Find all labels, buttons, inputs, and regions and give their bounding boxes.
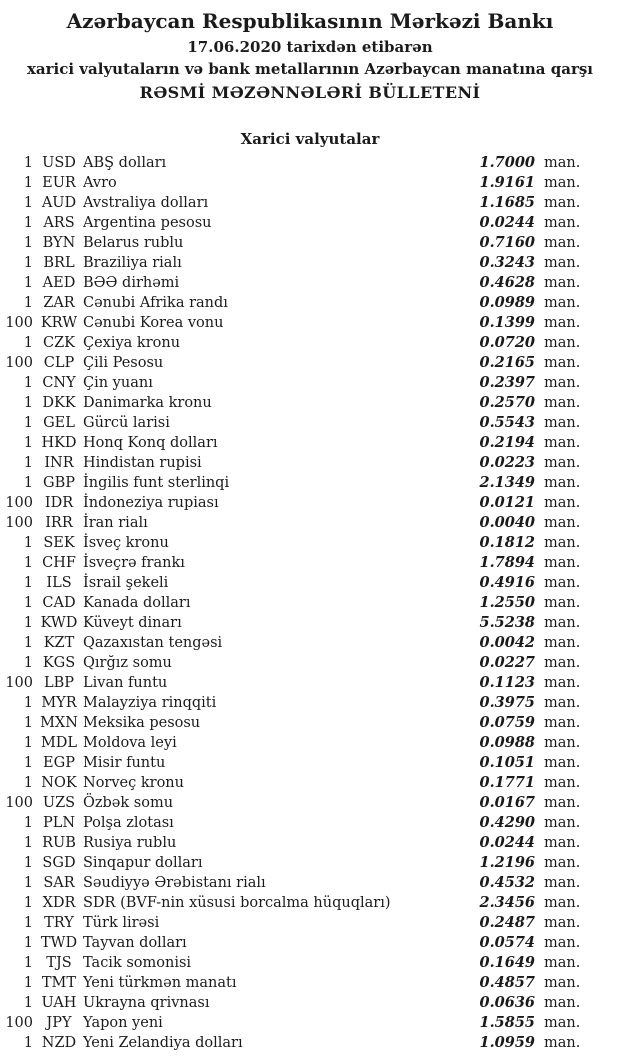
currency-code: USD — [42, 155, 76, 171]
rate-quantity: 1 — [23, 755, 33, 771]
rate-row — [0, 233, 620, 253]
rate-value: 0.4628 — [479, 274, 535, 291]
rate-quantity: 100 — [5, 515, 33, 531]
currency-code: TRY — [44, 915, 74, 931]
rate-quantity: 1 — [23, 595, 33, 611]
currency-name: Qırğız somu — [83, 655, 172, 671]
unit-label: man. — [544, 275, 581, 291]
rate-value: 0.1771 — [479, 774, 535, 791]
rate-value: 0.4857 — [479, 974, 535, 991]
currency-name: Rusiya rublu — [83, 835, 177, 851]
rate-quantity: 1 — [23, 935, 33, 951]
rate-quantity: 1 — [23, 275, 33, 291]
rate-quantity: 1 — [23, 835, 33, 851]
rate-row — [0, 253, 620, 273]
rate-quantity: 1 — [23, 695, 33, 711]
currency-name: Kanada dolları — [83, 595, 191, 611]
currency-code: MDL — [40, 735, 78, 751]
currency-code: ZAR — [43, 295, 75, 311]
rate-value: 0.4290 — [479, 814, 535, 831]
rate-value: 1.2196 — [479, 854, 535, 871]
rate-row — [0, 993, 620, 1013]
currency-code: TWD — [40, 935, 78, 951]
rate-value: 2.1349 — [479, 474, 535, 491]
rate-row — [0, 413, 620, 433]
currency-name: SDR (BVF-nin xüsusi borcalma hüquqları) — [83, 895, 391, 911]
rate-value: 0.2570 — [479, 394, 535, 411]
unit-label: man. — [544, 775, 581, 791]
currency-code: MYR — [41, 695, 77, 711]
rate-quantity: 1 — [23, 715, 33, 731]
currency-code: INR — [44, 455, 74, 471]
rate-quantity: 1 — [23, 235, 33, 251]
rate-row — [0, 473, 620, 493]
rate-value: 0.3975 — [479, 694, 535, 711]
currency-code: PLN — [42, 815, 76, 831]
currency-name: Avro — [83, 175, 117, 191]
currency-name: Honq Konq dolları — [83, 435, 218, 451]
rate-value: 1.7894 — [479, 554, 535, 571]
currency-code: SEK — [43, 535, 75, 551]
rate-value: 5.5238 — [479, 614, 535, 631]
rate-row — [0, 373, 620, 393]
rate-row — [0, 433, 620, 453]
currency-name: Çexiya kronu — [83, 335, 181, 351]
unit-label: man. — [544, 575, 581, 591]
rate-quantity: 1 — [23, 975, 33, 991]
currency-code: KZT — [43, 635, 75, 651]
currency-name: Avstraliya dolları — [83, 195, 209, 211]
rate-value: 0.0244 — [479, 214, 535, 231]
currency-code: IRR — [45, 515, 73, 531]
rate-quantity: 1 — [23, 175, 33, 191]
rate-row — [0, 693, 620, 713]
currency-name: Argentina pesosu — [83, 215, 212, 231]
unit-label: man. — [544, 235, 581, 251]
rate-value: 0.1812 — [479, 534, 535, 551]
rate-row — [0, 1033, 620, 1053]
currency-code: UAH — [41, 995, 77, 1011]
section-title-foreign-currencies: Xarici valyutalar — [240, 130, 380, 148]
currency-name: Moldova leyi — [83, 735, 177, 751]
currency-code: GBP — [43, 475, 75, 491]
currency-code: RUB — [42, 835, 76, 851]
currency-name: Malayziya rinqqiti — [83, 695, 217, 711]
rate-row — [0, 633, 620, 653]
rate-value: 0.2194 — [479, 434, 535, 451]
rate-row — [0, 533, 620, 553]
rate-quantity: 1 — [23, 255, 33, 271]
rate-quantity: 1 — [23, 155, 33, 171]
rate-row — [0, 913, 620, 933]
unit-label: man. — [544, 615, 581, 631]
rate-value: 0.1123 — [479, 674, 535, 691]
rate-quantity: 1 — [23, 615, 33, 631]
rate-quantity: 1 — [23, 775, 33, 791]
rate-value: 1.7000 — [479, 154, 535, 171]
currency-code: HKD — [41, 435, 77, 451]
currency-code: NZD — [41, 1035, 77, 1051]
rate-quantity: 1 — [23, 575, 33, 591]
document-header — [0, 8, 620, 103]
effective-date-line: 17.06.2020 tarixdən etibarən — [187, 38, 433, 56]
currency-name: Cənubi Korea vonu — [83, 315, 224, 331]
currency-name: Gürcü larisi — [83, 415, 170, 431]
rate-row — [0, 273, 620, 293]
currency-name: Yeni Zelandiya dolları — [83, 1035, 243, 1051]
rate-quantity: 1 — [23, 555, 33, 571]
rates-table — [0, 153, 620, 1053]
unit-label: man. — [544, 915, 581, 931]
unit-label: man. — [544, 415, 581, 431]
currency-code: GEL — [43, 415, 75, 431]
currency-code: IDR — [44, 495, 74, 511]
unit-label: man. — [544, 215, 581, 231]
rate-row — [0, 753, 620, 773]
unit-label: man. — [544, 255, 581, 271]
unit-label: man. — [544, 855, 581, 871]
currency-code: KGS — [42, 655, 76, 671]
rate-quantity: 100 — [5, 495, 33, 511]
rate-row — [0, 293, 620, 313]
currency-name: Səudiyyə Ərəbistanı rialı — [83, 875, 266, 891]
rate-row — [0, 213, 620, 233]
rate-quantity: 100 — [5, 1015, 33, 1031]
rate-value: 0.1649 — [479, 954, 535, 971]
rate-quantity: 1 — [23, 655, 33, 671]
currency-code: CAD — [42, 595, 76, 611]
currency-code: CZK — [42, 335, 75, 351]
rate-value: 1.1685 — [479, 194, 535, 211]
unit-label: man. — [544, 455, 581, 471]
rate-value: 0.0040 — [479, 514, 535, 531]
currency-code: XDR — [42, 895, 76, 911]
rate-row — [0, 493, 620, 513]
rate-row — [0, 673, 620, 693]
rate-value: 0.0989 — [479, 294, 535, 311]
currency-code: SAR — [43, 875, 75, 891]
unit-label: man. — [544, 535, 581, 551]
rate-row — [0, 153, 620, 173]
bulletin-title: RƏSMİ MƏZƏNNƏLƏRİ BÜLLETENİ — [139, 83, 481, 102]
currency-name: Braziliya rialı — [83, 255, 182, 271]
unit-label: man. — [544, 375, 581, 391]
rate-row — [0, 733, 620, 753]
bank-title: Azərbaycan Respublikasının Mərkəzi Bankı — [66, 9, 554, 33]
unit-label: man. — [544, 995, 581, 1011]
unit-label: man. — [544, 755, 581, 771]
rate-row — [0, 193, 620, 213]
rate-quantity: 1 — [23, 435, 33, 451]
unit-label: man. — [544, 335, 581, 351]
rate-quantity: 1 — [23, 1035, 33, 1051]
unit-label: man. — [544, 355, 581, 371]
currency-code: KRW — [40, 315, 78, 331]
rate-quantity: 1 — [23, 895, 33, 911]
currency-code: NOK — [41, 775, 77, 791]
rate-quantity: 1 — [23, 955, 33, 971]
currency-name: Türk lirəsi — [83, 915, 160, 931]
unit-label: man. — [544, 495, 581, 511]
rate-row — [0, 893, 620, 913]
unit-label: man. — [544, 315, 581, 331]
currency-name: Cənubi Afrika randı — [83, 295, 228, 311]
rate-value: 0.5543 — [479, 414, 535, 431]
currency-code: MXN — [40, 715, 78, 731]
rate-row — [0, 713, 620, 733]
rate-row — [0, 393, 620, 413]
currency-code: ARS — [43, 215, 75, 231]
unit-label: man. — [544, 795, 581, 811]
currency-code: ILS — [46, 575, 72, 591]
unit-label: man. — [544, 475, 581, 491]
currency-name: Yeni türkmən manatı — [83, 975, 237, 991]
unit-label: man. — [544, 1015, 581, 1031]
currency-name: Özbək somu — [83, 795, 174, 811]
rate-quantity: 1 — [23, 995, 33, 1011]
unit-label: man. — [544, 595, 581, 611]
currency-name: Danimarka kronu — [83, 395, 212, 411]
rate-quantity: 1 — [23, 415, 33, 431]
rate-row — [0, 833, 620, 853]
rate-row — [0, 793, 620, 813]
unit-label: man. — [544, 155, 581, 171]
rate-row — [0, 613, 620, 633]
rate-quantity: 1 — [23, 295, 33, 311]
unit-label: man. — [544, 695, 581, 711]
rate-value: 0.0574 — [479, 934, 535, 951]
rate-value: 0.0759 — [479, 714, 535, 731]
unit-label: man. — [544, 655, 581, 671]
currency-code: JPY — [46, 1015, 72, 1031]
rate-quantity: 1 — [23, 535, 33, 551]
rate-row — [0, 453, 620, 473]
rate-value: 0.0167 — [479, 794, 535, 811]
currency-name: Yapon yeni — [83, 1015, 163, 1031]
rate-value: 0.0636 — [479, 994, 535, 1011]
unit-label: man. — [544, 935, 581, 951]
rate-value: 1.9161 — [479, 174, 535, 191]
currency-code: TMT — [41, 975, 77, 991]
currency-name: İndoneziya rupiası — [83, 495, 219, 511]
unit-label: man. — [544, 675, 581, 691]
currency-code: DKK — [42, 395, 76, 411]
unit-label: man. — [544, 195, 581, 211]
document-subtitle: xarici valyutaların və bank metallarının Azərbaycan manatına qarşı — [26, 60, 594, 78]
currency-name: Belarus rublu — [83, 235, 184, 251]
rate-row — [0, 333, 620, 353]
rate-quantity: 1 — [23, 475, 33, 491]
rate-row — [0, 593, 620, 613]
rate-value: 0.2487 — [479, 914, 535, 931]
currency-name: Hindistan rupisi — [83, 455, 202, 471]
rate-quantity: 1 — [23, 815, 33, 831]
rate-row — [0, 513, 620, 533]
currency-name: Sinqapur dolları — [83, 855, 203, 871]
rate-value: 0.1051 — [479, 754, 535, 771]
currency-name: Tayvan dolları — [83, 935, 187, 951]
currency-name: Meksika pesosu — [83, 715, 201, 731]
currency-code: SGD — [42, 855, 76, 871]
unit-label: man. — [544, 815, 581, 831]
unit-label: man. — [544, 435, 581, 451]
rate-value: 2.3456 — [479, 894, 535, 911]
unit-label: man. — [544, 875, 581, 891]
currency-name: İsveçrə frankı — [83, 555, 185, 571]
currency-name: İsveç kronu — [83, 535, 169, 551]
rate-value: 1.5855 — [479, 1014, 535, 1031]
rate-quantity: 1 — [23, 335, 33, 351]
unit-label: man. — [544, 515, 581, 531]
rate-value: 0.2397 — [479, 374, 535, 391]
currency-name: İngilis funt sterlinqi — [83, 475, 230, 491]
rate-value: 0.4532 — [479, 874, 535, 891]
rate-row — [0, 313, 620, 333]
rate-row — [0, 653, 620, 673]
unit-label: man. — [544, 975, 581, 991]
rate-quantity: 1 — [23, 735, 33, 751]
rate-quantity: 100 — [5, 675, 33, 691]
currency-code: AUD — [41, 195, 77, 211]
rate-quantity: 1 — [23, 915, 33, 931]
rate-quantity: 100 — [5, 315, 33, 331]
currency-name: ABŞ dolları — [83, 155, 167, 171]
currency-name: Ukrayna qrivnası — [83, 995, 210, 1011]
unit-label: man. — [544, 555, 581, 571]
rate-value: 0.4916 — [479, 574, 535, 591]
rate-value: 0.2165 — [479, 354, 535, 371]
rate-quantity: 1 — [23, 855, 33, 871]
rate-row — [0, 973, 620, 993]
rate-value: 0.1399 — [479, 314, 535, 331]
currency-name: İran rialı — [83, 515, 148, 531]
currency-code: CNY — [42, 375, 76, 391]
rate-quantity: 1 — [23, 215, 33, 231]
rate-quantity: 1 — [23, 635, 33, 651]
rate-row — [0, 573, 620, 593]
rate-value: 1.2550 — [479, 594, 535, 611]
currency-code: CHF — [42, 555, 76, 571]
unit-label: man. — [544, 295, 581, 311]
rate-row — [0, 953, 620, 973]
currency-name: Norveç kronu — [83, 775, 184, 791]
unit-label: man. — [544, 1035, 581, 1051]
currency-code: KWD — [40, 615, 78, 631]
currency-code: BRL — [43, 255, 75, 271]
currency-name: Livan funtu — [83, 675, 168, 691]
currency-name: Çin yuanı — [83, 375, 153, 391]
rate-row — [0, 173, 620, 193]
rate-quantity: 1 — [23, 875, 33, 891]
unit-label: man. — [544, 735, 581, 751]
currency-name: Çili Pesosu — [83, 355, 164, 371]
rate-value: 0.0227 — [479, 654, 535, 671]
rate-row — [0, 773, 620, 793]
currency-code: BYN — [42, 235, 76, 251]
rate-value: 0.0042 — [479, 634, 535, 651]
rate-quantity: 1 — [23, 195, 33, 211]
currency-code: UZS — [42, 795, 76, 811]
currency-code: EUR — [42, 175, 76, 191]
rate-quantity: 100 — [5, 355, 33, 371]
currency-code: LBP — [43, 675, 75, 691]
currency-name: Misir funtu — [83, 755, 166, 771]
currency-code: CLP — [43, 355, 75, 371]
unit-label: man. — [544, 395, 581, 411]
rate-row — [0, 353, 620, 373]
rate-quantity: 100 — [5, 795, 33, 811]
rate-row — [0, 933, 620, 953]
rate-value: 0.0121 — [479, 494, 535, 511]
rate-value: 0.0720 — [479, 334, 535, 351]
rate-value: 1.0959 — [479, 1034, 535, 1051]
currency-name: Küveyt dinarı — [83, 615, 182, 631]
currency-name: Qazaxıstan tengəsi — [83, 635, 223, 651]
currency-name: İsrail şekeli — [83, 575, 169, 591]
currency-code: AED — [42, 275, 76, 291]
unit-label: man. — [544, 175, 581, 191]
currency-name: Polşa zlotası — [83, 815, 174, 831]
rate-row — [0, 1013, 620, 1033]
rate-quantity: 1 — [23, 455, 33, 471]
currency-code: EGP — [43, 755, 75, 771]
rate-quantity: 1 — [23, 375, 33, 391]
currency-code: TJS — [46, 955, 72, 971]
rate-value: 0.0244 — [479, 834, 535, 851]
rate-value: 0.3243 — [479, 254, 535, 271]
rate-row — [0, 853, 620, 873]
currency-name: Tacik somonisi — [83, 955, 192, 971]
rate-row — [0, 553, 620, 573]
unit-label: man. — [544, 895, 581, 911]
rate-value: 0.0223 — [479, 454, 535, 471]
unit-label: man. — [544, 635, 581, 651]
unit-label: man. — [544, 835, 581, 851]
rate-value: 0.7160 — [479, 234, 535, 251]
unit-label: man. — [544, 715, 581, 731]
currency-name: BƏƏ dirhəmi — [83, 275, 180, 291]
rate-row — [0, 873, 620, 893]
unit-label: man. — [544, 955, 581, 971]
rate-row — [0, 813, 620, 833]
rate-value: 0.0988 — [479, 734, 535, 751]
rate-quantity: 1 — [23, 395, 33, 411]
